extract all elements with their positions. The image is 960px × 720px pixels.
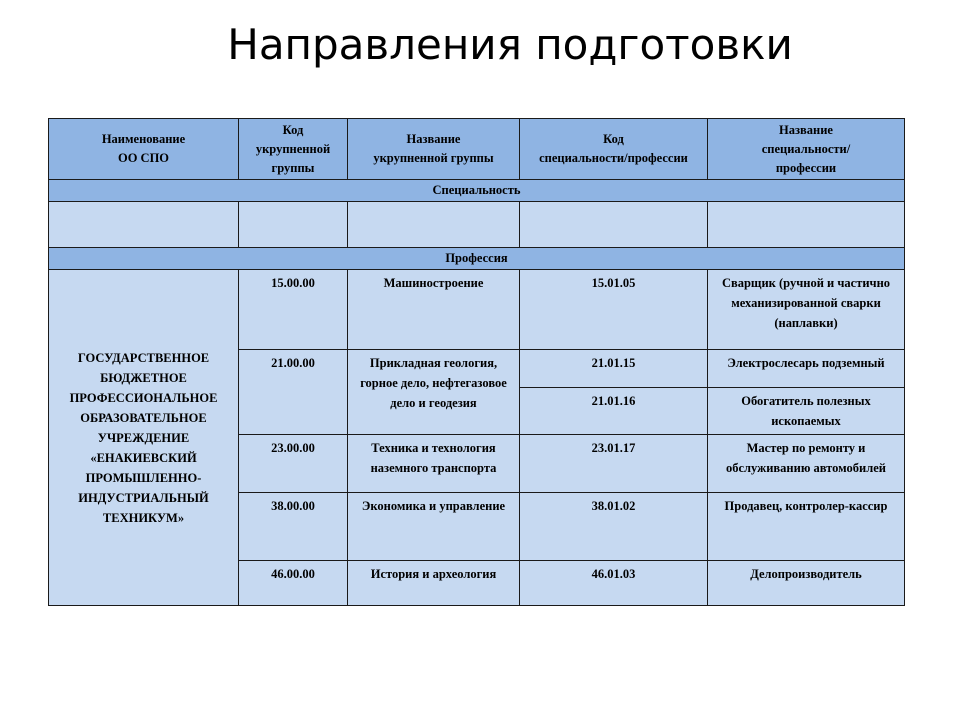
spec-name: Сварщик (ручной и частично механизированной сварки (наплавки) <box>708 270 905 350</box>
empty-cell <box>49 202 239 248</box>
header-group-name: Название укрупненной группы <box>348 119 520 180</box>
header-group-code: Код укрупненной группы <box>239 119 348 180</box>
spec-code: 46.01.03 <box>520 561 708 606</box>
spec-name: Электрослесарь подземный <box>708 350 905 388</box>
empty-row <box>49 202 905 248</box>
group-name: Техника и технология наземного транспорта <box>348 435 520 493</box>
header-spec-name: Название специальности/ профессии <box>708 119 905 180</box>
page-title: Направления подготовки <box>227 20 793 69</box>
group-name: Машиностроение <box>348 270 520 350</box>
spec-code: 21.01.16 <box>520 388 708 435</box>
group-name: История и археология <box>348 561 520 606</box>
section-row-profession <box>49 248 905 270</box>
empty-cell <box>520 202 708 248</box>
section-specialty: Специальность <box>49 180 905 202</box>
header-org: Наименование ОО СПО <box>49 119 239 180</box>
table-row <box>49 270 905 350</box>
spec-name: Обогатитель полезных ископаемых <box>708 388 905 435</box>
empty-cell <box>348 202 520 248</box>
section-row-specialty <box>49 180 905 202</box>
header-row <box>49 119 905 180</box>
empty-cell <box>239 202 348 248</box>
empty-cell <box>708 202 905 248</box>
spec-name: Мастер по ремонту и обслуживанию автомобилей <box>708 435 905 493</box>
group-name: Прикладная геология, горное дело, нефтегазовое дело и геодезия <box>348 350 520 435</box>
section-profession: Профессия <box>49 248 905 270</box>
group-code: 46.00.00 <box>239 561 348 606</box>
spec-name: Делопроизводитель <box>708 561 905 606</box>
spec-code: 38.01.02 <box>520 493 708 561</box>
org-name: ГОСУДАРСТВЕННОЕ БЮДЖЕТНОЕ ПРОФЕССИОНАЛЬНОЕ ОБРАЗОВАТЕЛЬНОЕ УЧРЕЖДЕНИЕ «ЕНАКИЕВСКИЙ ПРОМЫШЛЕННО-ИНДУСТРИАЛЬНЫЙ ТЕХНИКУМ» <box>49 270 239 606</box>
training-directions-table <box>48 118 905 606</box>
group-code: 21.00.00 <box>239 350 348 435</box>
group-code: 23.00.00 <box>239 435 348 493</box>
header-spec-code: Код специальности/профессии <box>520 119 708 180</box>
spec-name: Продавец, контролер-кассир <box>708 493 905 561</box>
group-code: 15.00.00 <box>239 270 348 350</box>
spec-code: 21.01.15 <box>520 350 708 388</box>
spec-code: 23.01.17 <box>520 435 708 493</box>
group-name: Экономика и управление <box>348 493 520 561</box>
spec-code: 15.01.05 <box>520 270 708 350</box>
group-code: 38.00.00 <box>239 493 348 561</box>
